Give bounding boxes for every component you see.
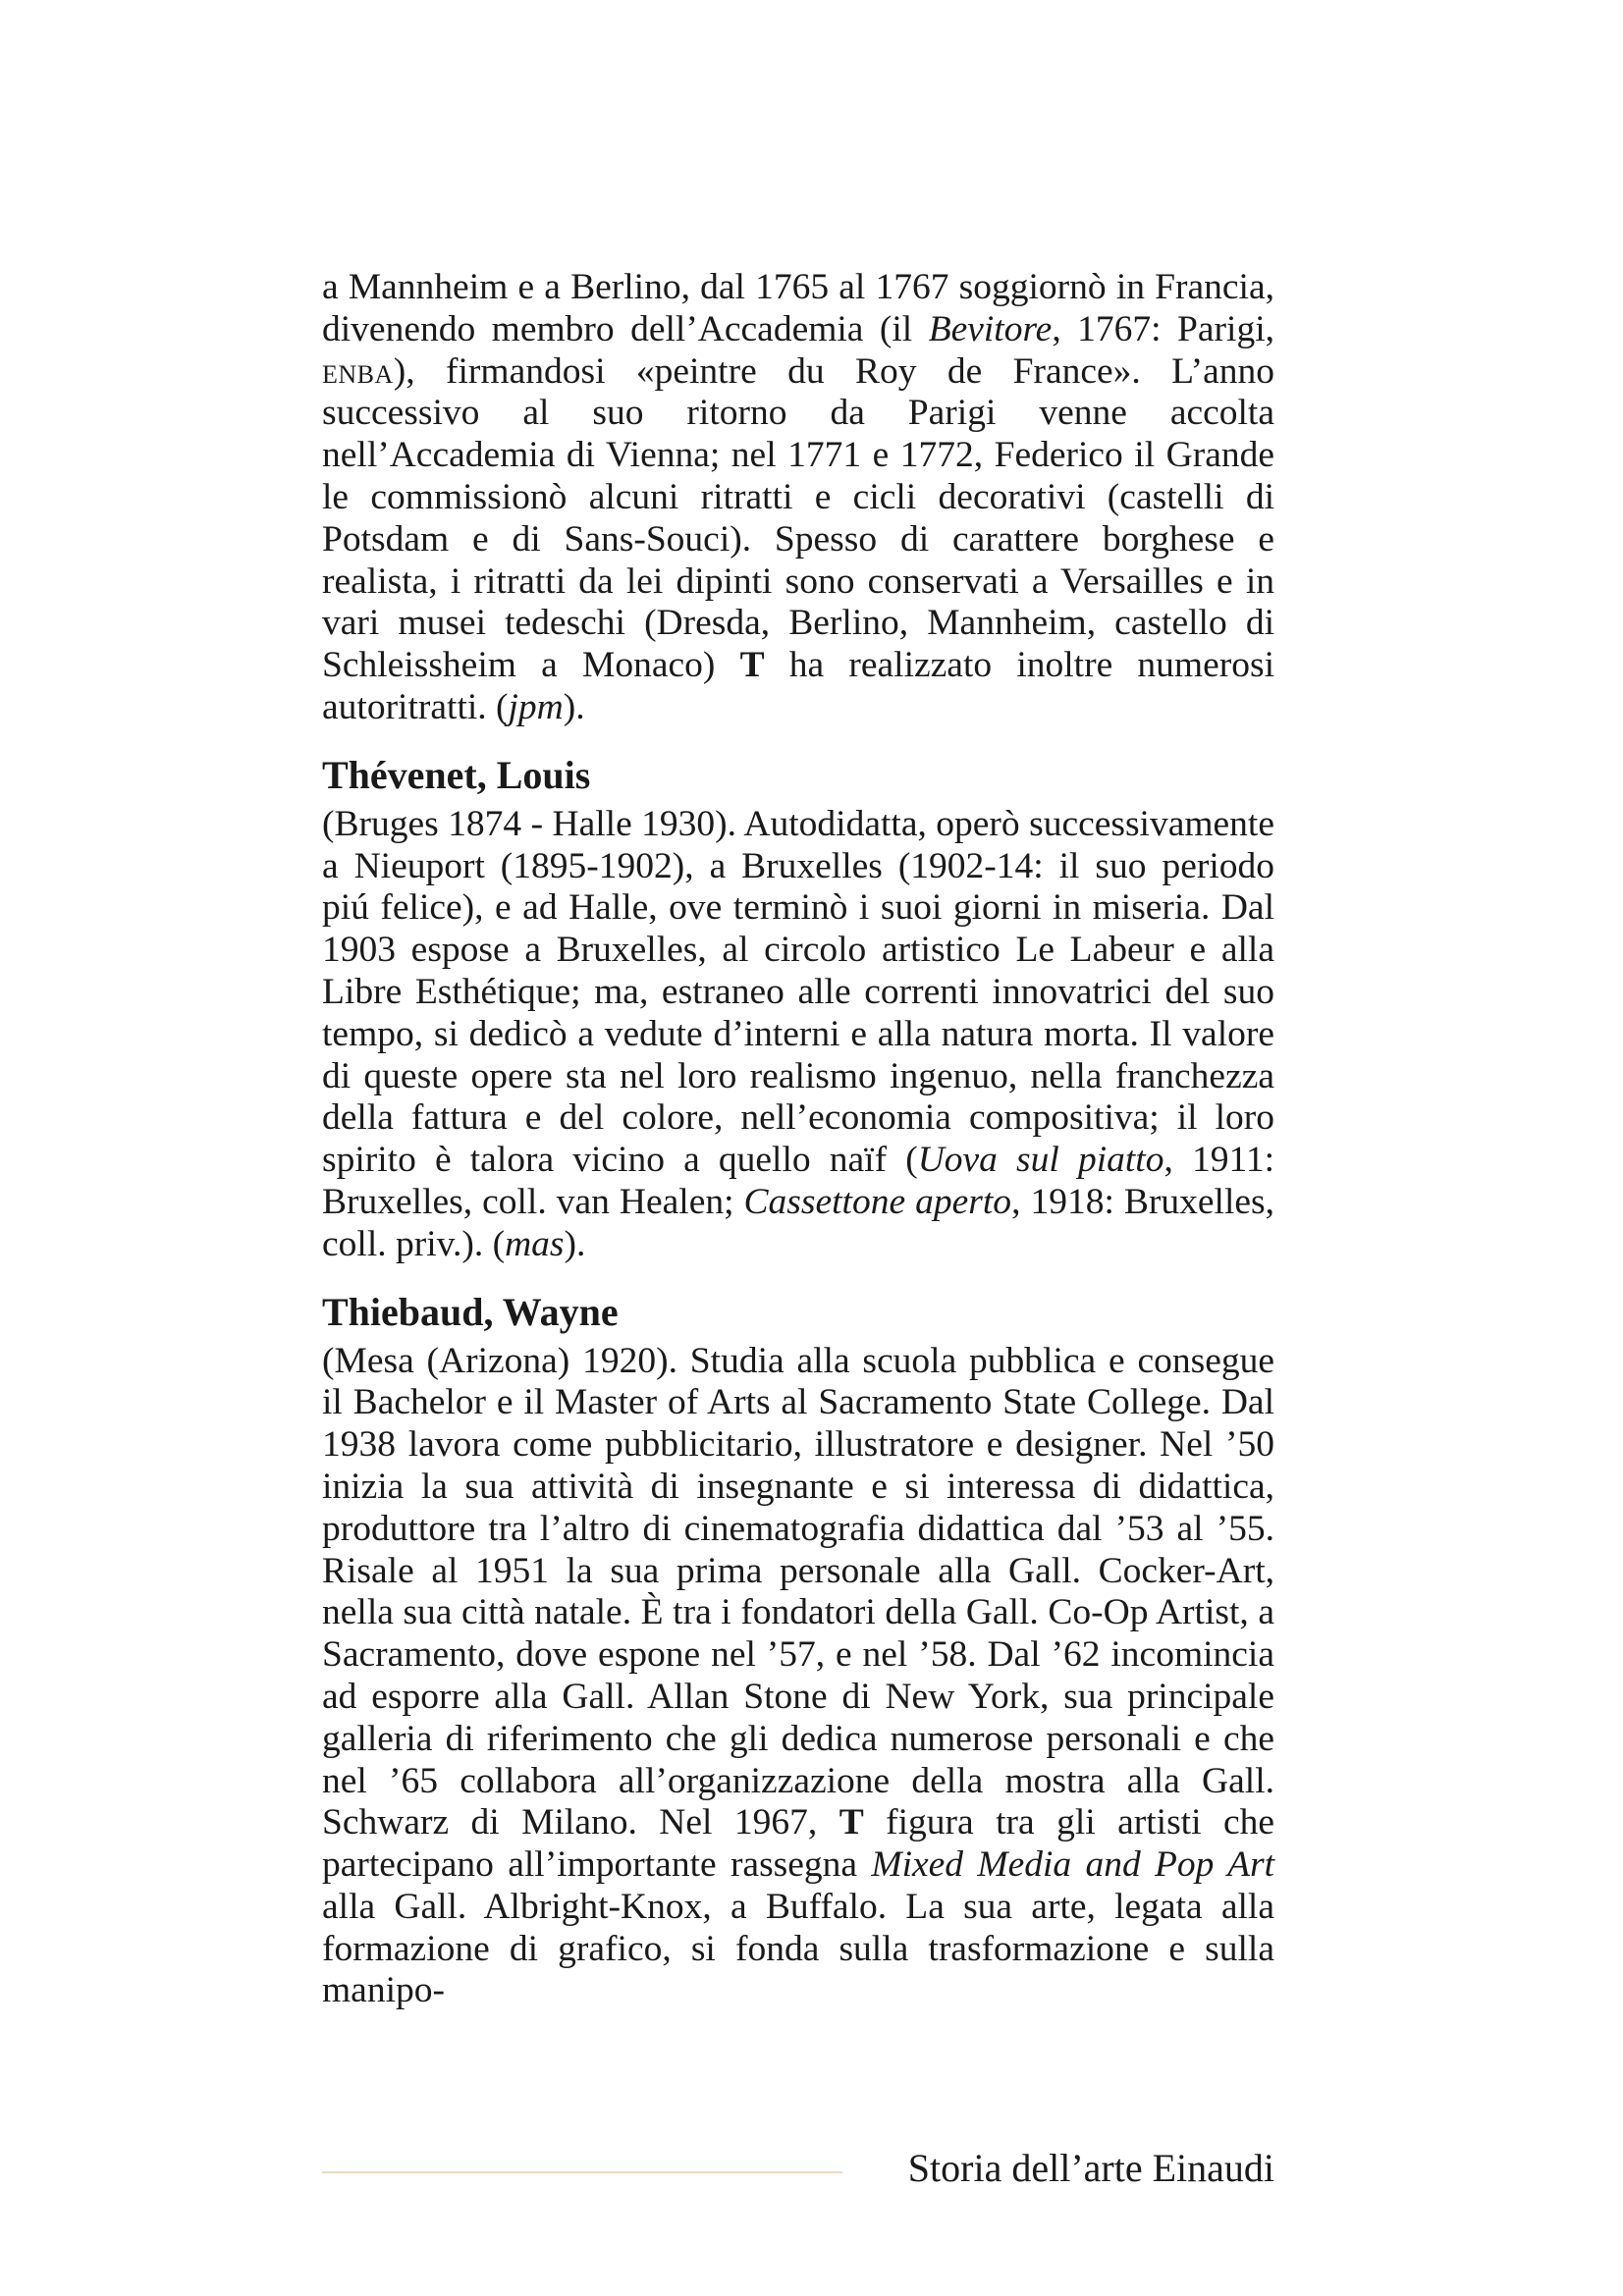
footer-rule [322,2171,842,2173]
author-initials: jpm [508,686,564,727]
exhibition-title: Mixed Media and Pop Art [871,1844,1274,1886]
entry-title-thiebaud: Thiebaud, Wayne [322,1289,619,1334]
author-initials: mas [505,1223,565,1264]
entry-paragraph-continued [322,267,1274,729]
artwork-title: Uova sul piatto [917,1140,1164,1181]
text-run: ha realizzato inoltre numerosi autoritratti. ( [322,645,1274,727]
text-run: , 1767: Parigi, [1052,308,1274,349]
text-run: figura tra gli artisti che partecipano all’importante rassegna [322,1802,1274,1886]
museum-abbreviation: enba [322,350,394,392]
text-run: (Bruges 1874 - Halle 1930). Autodidatta, operò successivamente a Nieuport (1895-1902), a Bruxelles (1902-14: il suo periodo piú felice), e ad Halle, ove terminò i suoi giorni in miseria. Dal 1903 espose a Bruxelles, al circolo artistico Le Labeur e alla Libre Esthétique; ma, estraneo alle correnti innovatrici del suo tempo, si dedicò a vedute d’interni e alla natura morta. Il valore di queste opere sta nel loro realismo ingenuo, nella franchezza della fattura e del colore, nell’economia compositiva; il loro spirito è talora vicino a quello naïf ( [322,803,1274,1181]
text-run: ). [564,1223,586,1264]
text-column [322,267,1274,2012]
subject-initial: T [839,1802,864,1843]
text-run: ). [563,686,585,727]
text-run: alla Gall. Albright-Knox, a Buffalo. La sua arte, legata alla formazione di grafico, si fonda sulla trasformazione e sulla manipo- [322,1886,1274,2011]
text-run: , 1911: Bruxelles, coll. van Healen; [322,1140,1274,1222]
footer-publisher: Storia dell’arte Einaudi [907,2146,1274,2190]
text-run: (Mesa (Arizona) 1920). Studia alla scuola pubblica e consegue il Bachelor e il Master of Arts al Sacramento State College. Dal 1938 lavora come pubblicitario, illustratore e designer. Nel ’50 inizia la sua attività di insegnante e si interessa di didattica, produttore tra l’altro di cinematografia didattica dal ’53 al ’55. Risale al 1951 la sua prima personale alla Gall. Cocker-Art, nella sua città natale. È tra i fondatori della Gall. Co-Op Artist, a Sacramento, dove espone nel ’57, e nel ’58. Dal ’62 incomincia ad esporre alla Gall. Allan Stone di New York, sua principale galleria di riferimento che gli dedica numerose personali e che nel ’65 collabora all’organizzazione della mostra alla Gall. Schwarz di Milano. Nel 1967, [322,1340,1274,1843]
entry-paragraph-thevenet [322,804,1274,1266]
artwork-title: Cassettone aperto [743,1181,1012,1222]
subject-initial: T [739,645,765,686]
artwork-title: Bevitore [928,308,1053,349]
text-run: , 1918: Bruxelles, coll. priv.). ( [322,1181,1274,1264]
text-run: a Mannheim e a Berlino, dal 1765 al 1767 soggiornò in Francia, divenendo membro dell’Accademia (il [322,267,1274,349]
entry-title-thevenet: Thévenet, Louis [322,752,591,797]
text-run: ), firmandosi «peintre du Roy de France». L’anno successivo al suo ritorno da Parigi venne accolta nell’Accademia di Vienna; nel 1771 e 1772, Federico il Grande le commissionò alcuni ritratti e cicli decorativi (castelli di Potsdam e di Sans-Souci). Spesso di carattere borghese e realista, i ritratti da lei dipinti sono conservati a Versailles e in vari musei tedeschi (Dresda, Berlino, Mannheim, castello di Schleissheim a Monaco) [322,350,1274,686]
entry-paragraph-thiebaud [322,1341,1274,2013]
